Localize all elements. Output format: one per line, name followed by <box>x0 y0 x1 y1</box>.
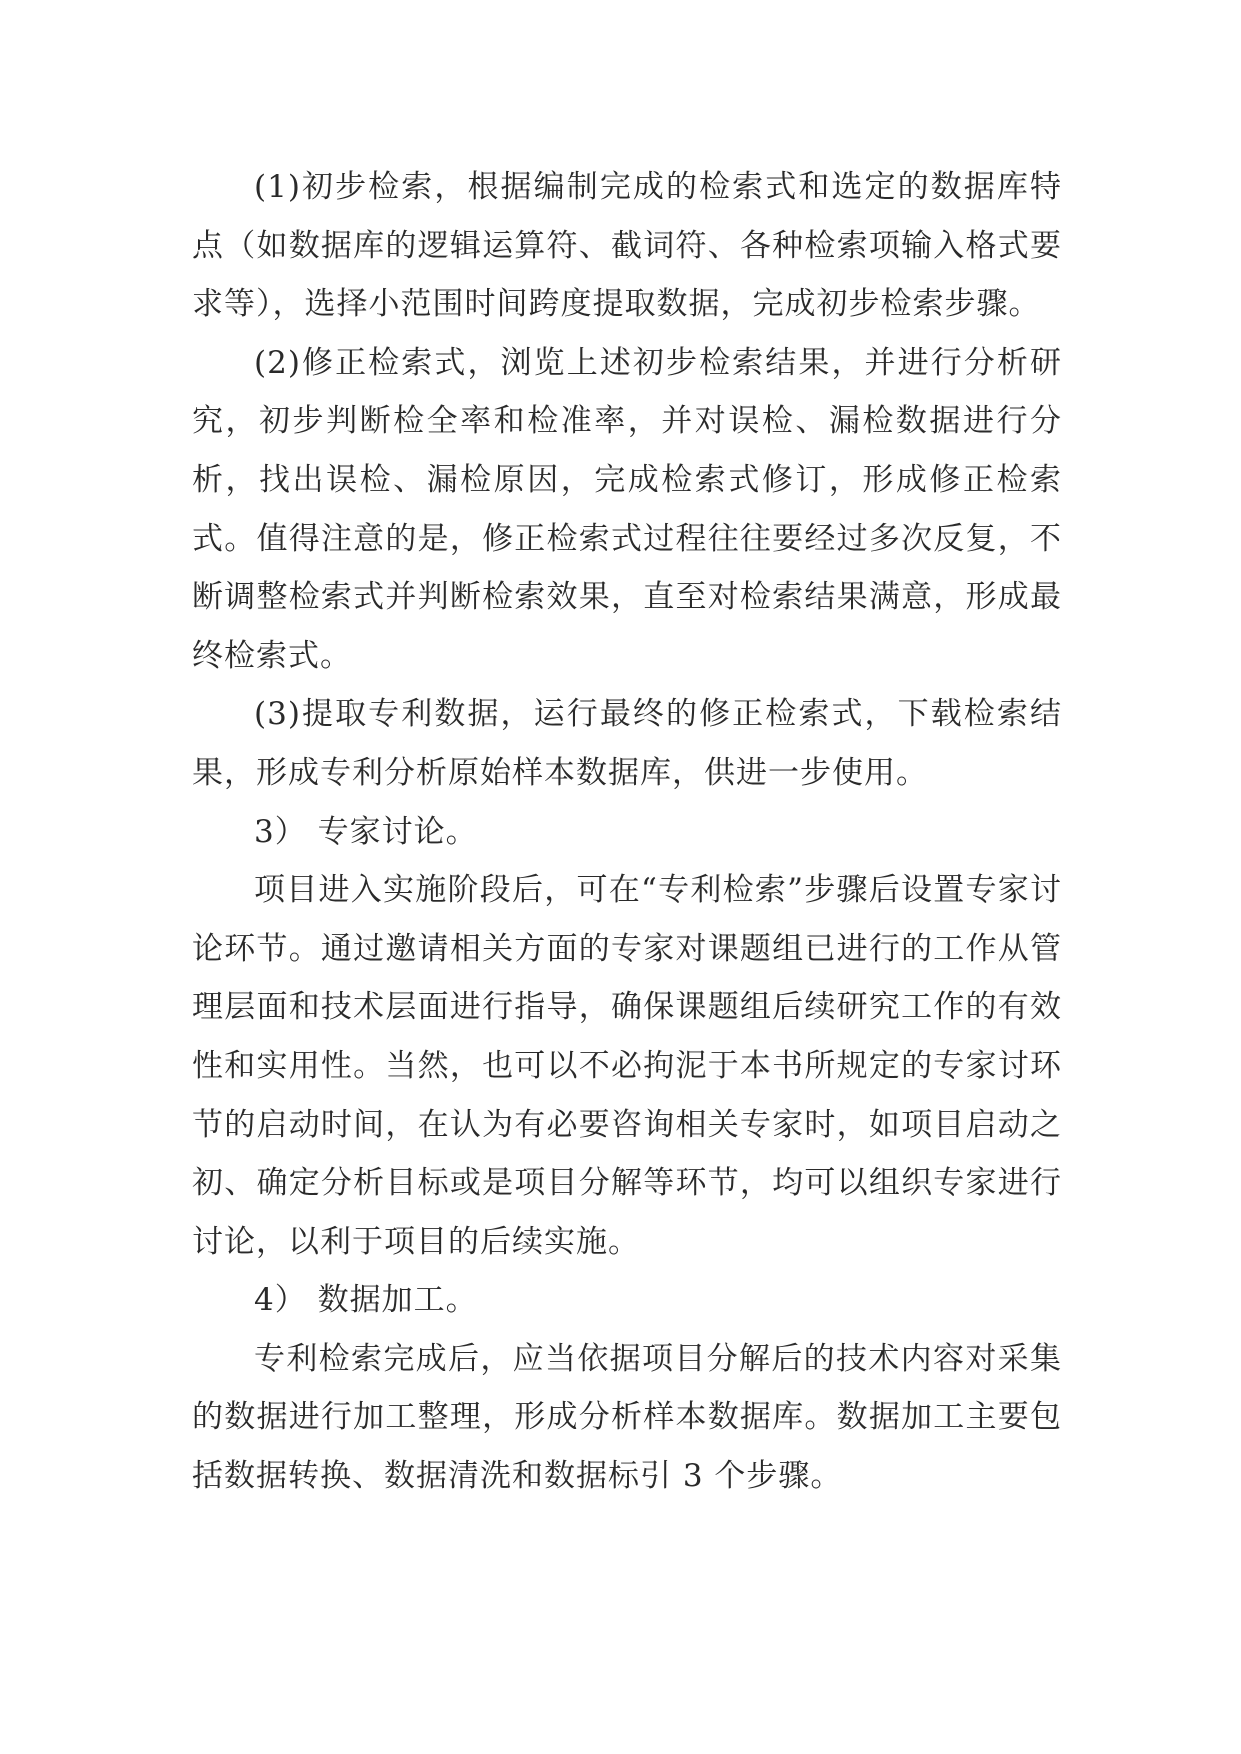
section-heading-expert-discussion: 3） 专家讨论。 <box>254 813 478 850</box>
paragraph-extract-data: (3)提取专利数据，运行最终的修正检索式，下载检索结果，形成专利分析原始样本数据库，供进一步使用。 <box>192 696 1062 791</box>
section-heading-data-processing: 4） 数据加工。 <box>254 1282 478 1319</box>
paragraph-revise-query: (2)修正检索式，浏览上述初步检索结果，并进行分析研究，初步判断检全率和检准率，并对误检、漏检数据进行分析，找出误检、漏检原因，完成检索式修订，形成修正检索式。值得注意的是，修正检索式过程往往要经过多次反复，不断调整检索式并判断检索效果，直至对检索结果满意，形成最终检索式。 <box>192 344 1062 674</box>
document-body <box>192 158 1062 1506</box>
paragraph-expert-discussion: 项目进入实施阶段后，可在“专利检索”步骤后设置专家讨论环节。通过邀请相关方面的专家对课题组已进行的工作从管理层面和技术层面进行指导，确保课题组后续研究工作的有效性和实用性。当然，也可以不必拘泥于本书所规定的专家讨环节的启动时间，在认为有必要咨询相关专家时，如项目启动之初、确定分析目标或是项目分解等环节，均可以组织专家进行讨论，以利于项目的后续实施。 <box>192 872 1062 1260</box>
paragraph-initial-search: (1)初步检索，根据编制完成的检索式和选定的数据库特点（如数据库的逻辑运算符、截词符、各种检索项输入格式要求等），选择小范围时间跨度提取数据，完成初步检索步骤。 <box>192 169 1062 323</box>
paragraph-data-processing: 专利检索完成后，应当依据项目分解后的技术内容对采集的数据进行加工整理，形成分析样本数据库。数据加工主要包括数据转换、数据清洗和数据标引 3 个步骤。 <box>192 1340 1062 1495</box>
